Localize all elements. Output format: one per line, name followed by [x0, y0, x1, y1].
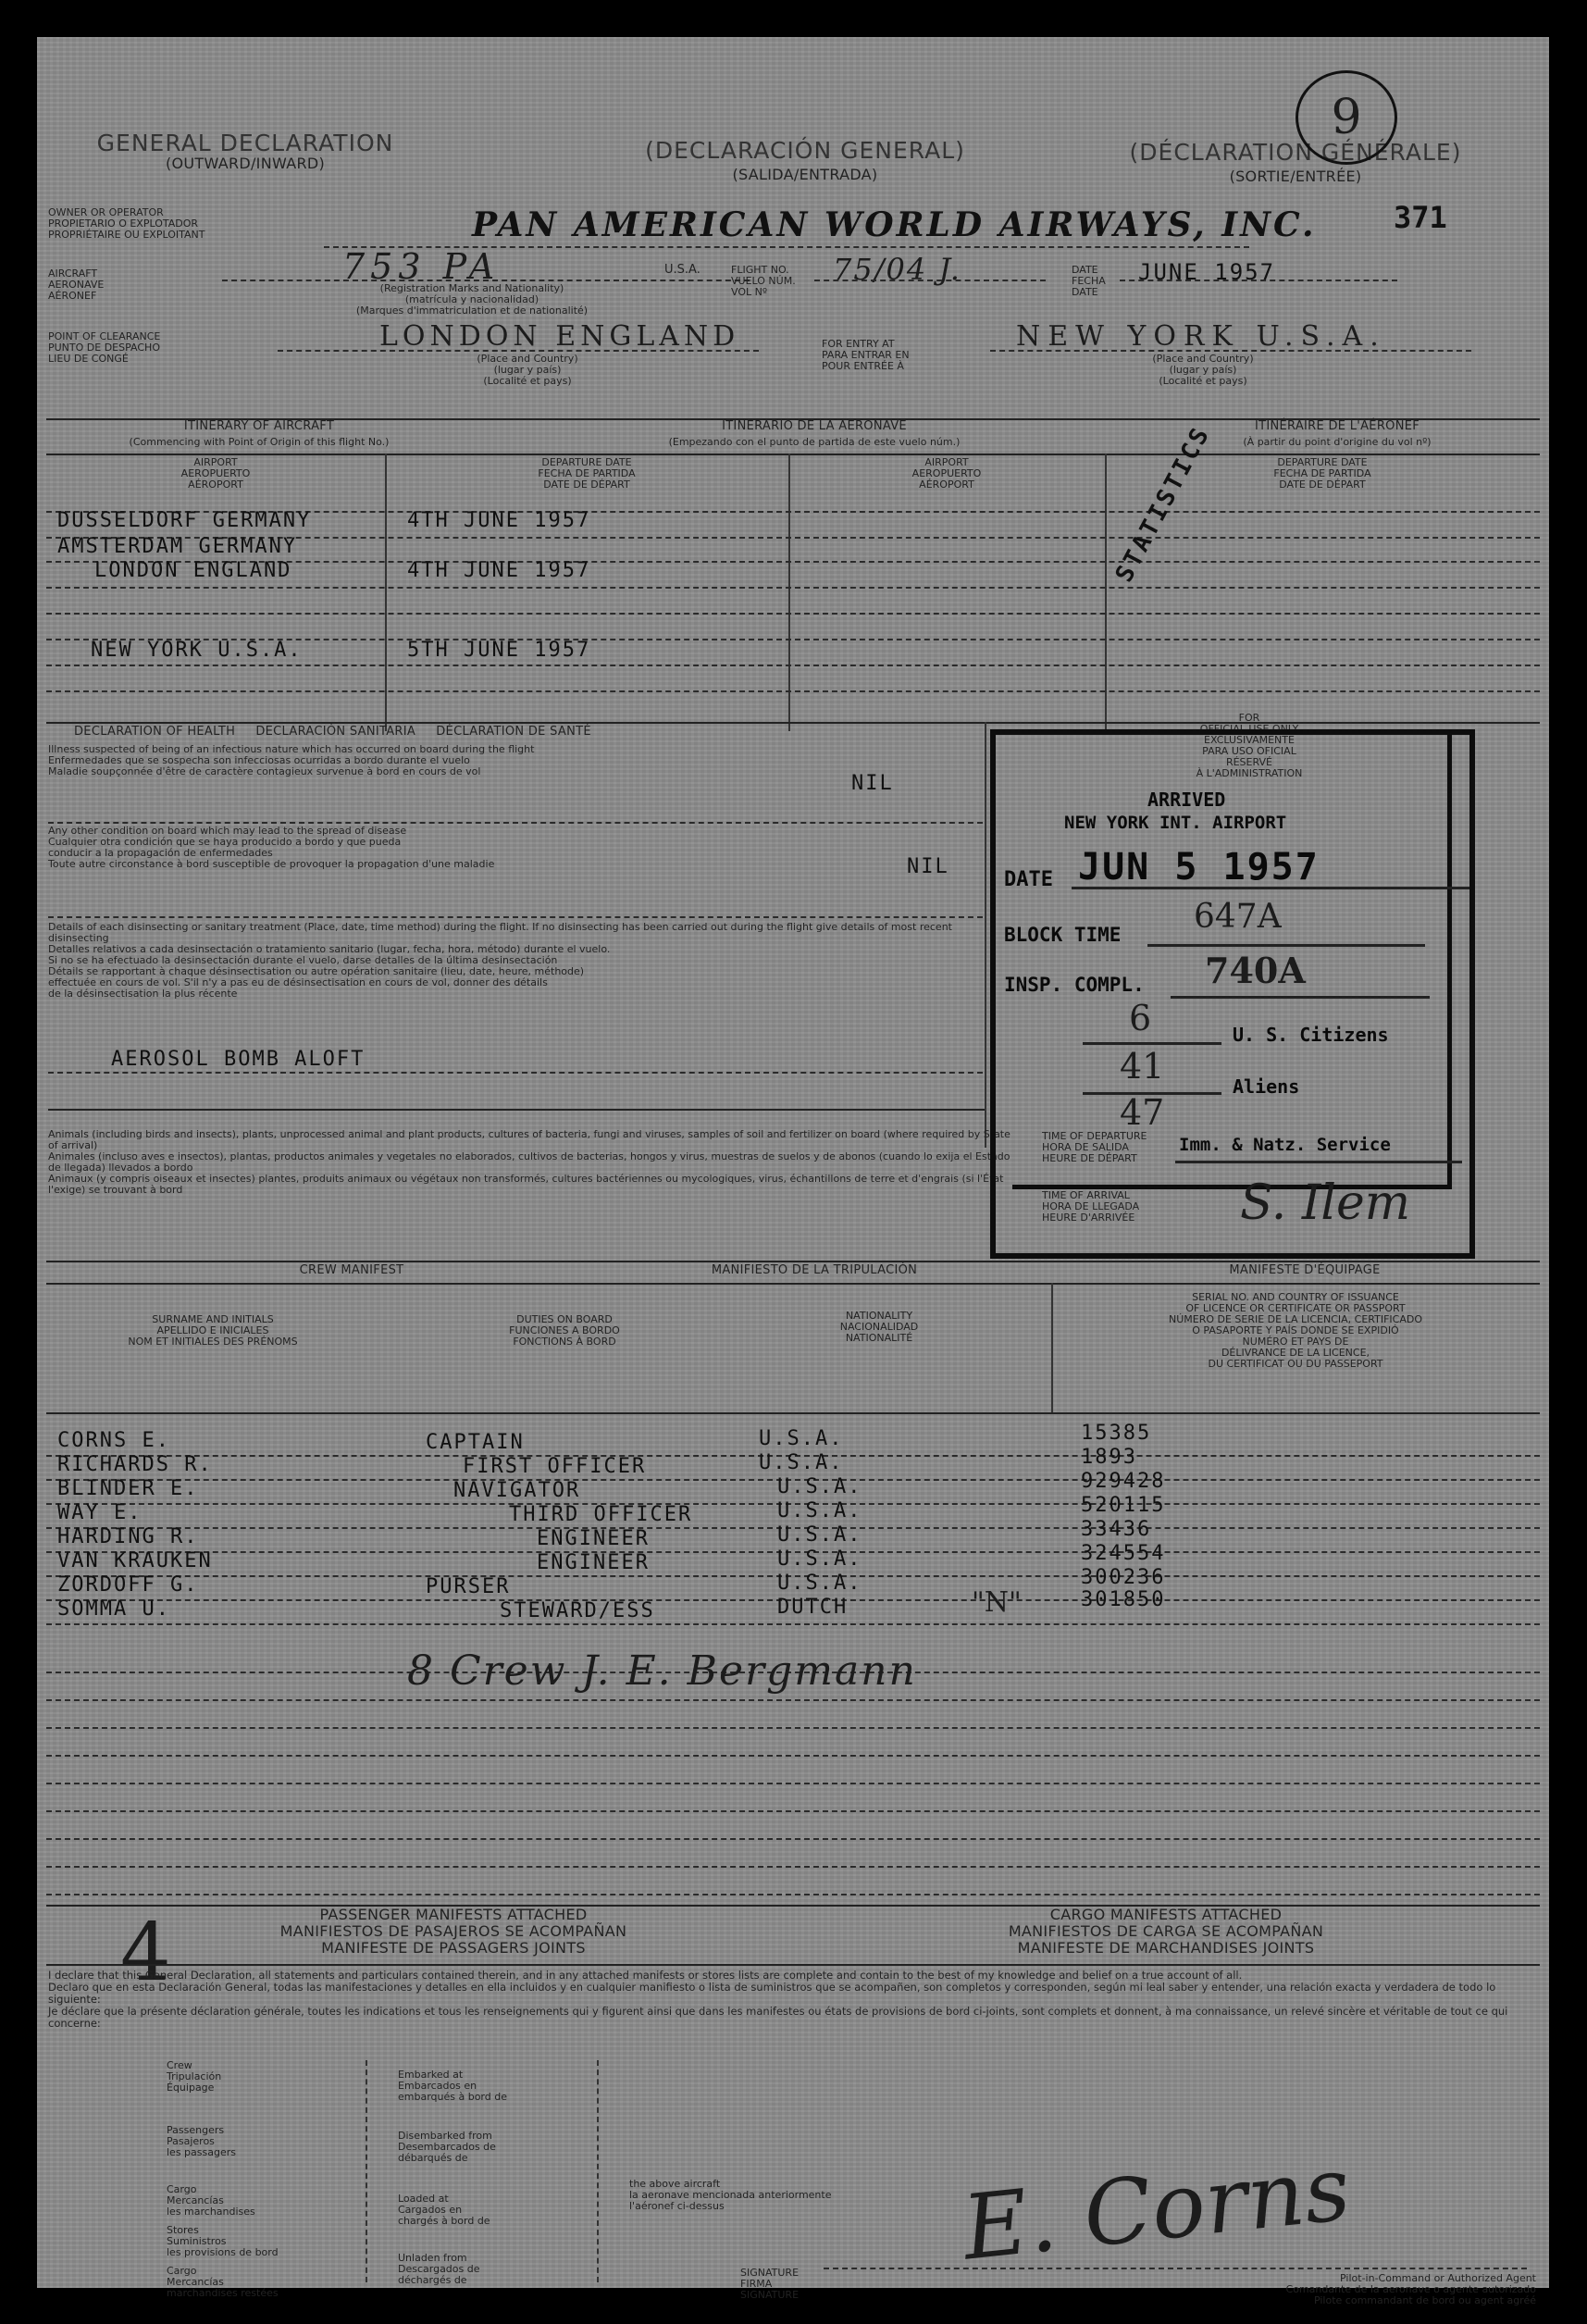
crew-duty: ENGINEER	[537, 1527, 650, 1550]
inspection-label: INSP. COMPL.	[1004, 974, 1145, 996]
declaration-text: I declare that this General Declaration, all statements and particulars contained therein, and in any attached manifests or stores lists are complete and contain to the best of my knowledge and belief on a true account of all. Declaro que en esta Declaración General, todas las manifestaciones y detalles en ella incluidos y en cualquier manifiesto o lista de suministros que se acompañen, son completos y corresponden, según mi leal saber y entender, una relación exacta y verdadera de todo lo siguiente: Je déclare que la présente déclaration générale, toutes les indications et tous les renseignements qui y figurent ainsi que dans les manifestes ou états de provisions de bord ci-joints, sont complets et donnent, à ma connaissance, un relevé sincère et véritable de tout ce qui concerne:	[48, 1969, 1508, 2030]
clearance-place-label: (Place and Country) (lugar y país) (Localité et pays)	[477, 353, 578, 387]
crew-name: ZORDOFF G.	[57, 1573, 199, 1597]
aliens-label: Aliens	[1233, 1075, 1300, 1098]
crew-name: RICHARDS R.	[57, 1453, 213, 1476]
itinerary-head-fr: ITINÉRAIRE DE L'AÉRONEF	[1254, 419, 1420, 433]
official-use-heading: FOR OFFICIAL USE ONLY EXCLUSIVAMENTE PARA USO OFICIAL RÉSERVÉ À L'ADMINISTRATION	[1196, 712, 1303, 779]
circled-page-marker	[1296, 70, 1397, 165]
aircraft-label: AIRCRAFT AERONAVE AÉRONEF	[48, 267, 105, 302]
crew-nationality: U.S.A.	[777, 1523, 862, 1547]
crew-handwritten-signature: 8 Crew J. E. Bergmann	[407, 1647, 917, 1695]
declaration-passengers: Passengers Pasajeros les passagers	[167, 2124, 236, 2158]
crew-name: HARDING R.	[57, 1525, 199, 1548]
health-answer-disinsecting: AEROSOL BOMB ALOFT	[111, 1048, 366, 1071]
aircraft-nationality: U.S.A.	[664, 263, 701, 277]
declaration-cargo-2: Cargo Mercancías marchandises restées	[167, 2265, 279, 2299]
crew-col-name: SURNAME AND INITIALS APELLIDO E INICIALES NOM ET INITIALES DES PRÉNOMS	[128, 1313, 298, 1348]
declaration-stores: Stores Suministros les provisions de bord	[167, 2224, 279, 2258]
crew-serial: 15385	[1081, 1422, 1152, 1445]
subtitle-french: (SORTIE/ENTRÉE)	[1229, 168, 1362, 185]
crew-nationality: DUTCH	[777, 1596, 849, 1619]
operator-name: PAN AMERICAN WORLD AIRWAYS, INC.	[472, 205, 1317, 244]
crew-serial: 33436	[1081, 1518, 1152, 1541]
stamp-date-label: DATE	[1004, 868, 1053, 891]
departure-time-label: TIME OF DEPARTURE HORA DE SALIDA HEURE DE DÉPART	[1042, 1130, 1147, 1164]
declaration-aircraft: the above aircraft la aeronave mencionada anteriormente l'aéronef ci-dessus	[629, 2178, 832, 2212]
health-question-disinsecting: Details of each disinsecting or sanitary treatment (Place, date, time method) during the flight. If no disinsecting has been carried out during the flight give details of most recent disinsecting Detalles relativos a cada desinsectación o tratamiento sanitario (lugar, fecha, hora, método) durante el vuelo. Si no se ha efectuado la desinsectación durante el vuelo, darse detalles de la última desinsectación Détails se rapportant à chaque désinsectisation ou autre opération sanitaire (lieu, date, heure, méthode) effectuée en cours de vol. S'il n'y a pas eu de désinsectisation en cours de vol, donner des détails de la désinsectisation la plus récente	[48, 921, 952, 1000]
inspection-value: 740A	[1205, 950, 1306, 991]
itinerary-airport-2: AMSTERDAM GERMANY	[57, 535, 298, 558]
citizens-label: U. S. Citizens	[1233, 1024, 1389, 1046]
officer-signature: S. Ilem	[1240, 1175, 1411, 1231]
crew-serial: 1893	[1081, 1446, 1137, 1469]
crew-col-nationality: NATIONALITY NACIONALIDAD NATIONALITÉ	[839, 1310, 919, 1344]
stamp-airport: NEW YORK INT. AIRPORT	[1064, 813, 1287, 833]
health-answer-illness: NIL	[851, 772, 894, 795]
registration-label: (Registration Marks and Nationality) (matrícula y nacionalidad) (Marques d'immatriculation et de nationalité)	[355, 282, 589, 317]
title-english: GENERAL DECLARATION	[96, 130, 394, 156]
declaration-cargo: Cargo Mercancías les marchandises	[167, 2183, 255, 2218]
crew-head-es: MANIFIESTO DE LA TRIPULACIÓN	[711, 1263, 918, 1277]
passenger-manifest-en: PASSENGER MANIFESTS ATTACHED	[319, 1906, 588, 1923]
itinerary-sub-fr: (À partir du point d'origine du vol nº)	[1243, 436, 1432, 448]
flight-date: JUNE 1957	[1138, 259, 1276, 285]
crew-nationality: U.S.A.	[777, 1547, 862, 1571]
crew-nationality: U.S.A.	[777, 1572, 862, 1595]
date-label: DATE FECHA DATE	[1072, 264, 1106, 298]
entry-place-label: (Place and Country) (lugar y país) (Localité et pays)	[1152, 353, 1254, 387]
health-question-animals: Animals (including birds and insects), plants, unprocessed animal and plant products, cultures of bacteria, fungi and viruses, samples of soil and fertilizer on board (where required by State of arrival) Animales (incluso aves e insectos), plantas, productos animales y vegetales no elaborados, cultivos de bacterias, hongos y virus, muestras de suelos y de abonos (cuando lo exija el Estado de llegada) llevados a bordo Animaux (y compris oiseaux et insectes) plantes, produits animaux ou végétaux non transformés, cultures bactériennes ou mycologiques, virus, échantillons de terre et d'engrais (si l'État l'exige) se trouvant à bord	[48, 1128, 1010, 1196]
block-time-label: BLOCK TIME	[1004, 924, 1122, 946]
col-airport-1: AIRPORT AEROPUERTO AÉROPORT	[180, 456, 251, 491]
subtitle-english: (OUTWARD/INWARD)	[165, 155, 326, 172]
declaration-embarked: Embarked at Embarcados en embarqués à bord de	[398, 2069, 507, 2103]
crew-head-en: CREW MANIFEST	[299, 1263, 404, 1277]
itinerary-sub-en: (Commencing with Point of Origin of this flight No.)	[129, 436, 390, 448]
flight-number-label: FLIGHT NO. VUELO NÚM. VOL Nº	[731, 264, 796, 298]
document-page	[37, 37, 1549, 2306]
passenger-manifest-es: MANIFIESTOS DE PASAJEROS SE ACOMPAÑAN	[279, 1922, 627, 1940]
flight-number: 75/04 J.	[833, 252, 961, 287]
service-label: Imm. & Natz. Service	[1179, 1135, 1391, 1155]
itinerary-date-5: 5TH JUNE 1957	[407, 639, 591, 662]
citizens-count: 6	[1129, 998, 1152, 1038]
crew-name: WAY E.	[57, 1501, 143, 1524]
crew-name: BLINDER E.	[57, 1477, 199, 1500]
itinerary-airport-1: DUSSELDORF GERMANY	[57, 509, 312, 532]
passenger-manifest-fr: MANIFESTE DE PASSAGERS JOINTS	[321, 1939, 586, 1957]
crew-nationality: U.S.A.	[777, 1499, 862, 1522]
aircraft-registration: 753 PA	[342, 246, 501, 287]
crew-nationality: U.S.A.	[759, 1427, 844, 1450]
crew-serial: 520115	[1081, 1494, 1166, 1517]
itinerary-airport-3: LONDON ENGLAND	[94, 559, 292, 582]
stamp-arrived: ARRIVED	[1147, 789, 1226, 811]
title-french: (DÉCLARATION GÉNÉRALE)	[1129, 139, 1462, 166]
crew-name: SOMMA U.	[57, 1597, 170, 1621]
itinerary-head-es: ITINERARIO DE LA AERONAVE	[722, 419, 907, 433]
title-spanish: (DECLARACIÓN GENERAL)	[645, 137, 965, 164]
crew-serial: 929428	[1081, 1470, 1166, 1493]
entry-label: FOR ENTRY AT PARA ENTRAR EN POUR ENTRÉE À	[822, 338, 910, 372]
crew-duty: CAPTAIN	[426, 1431, 525, 1454]
crew-duty: FIRST OFFICER	[463, 1455, 647, 1478]
entry-point: NEW YORK U.S.A.	[1016, 320, 1386, 353]
passenger-manifest-count: 4	[120, 1907, 171, 1999]
health-question-condition: Any other condition on board which may lead to the spread of disease Cualquier otra condición que se haya producido a bordo y que pueda conducir a la propagación de enfermedades Toute autre circonstance à bord susceptible de provoquer la propagation d'une maladie	[48, 825, 495, 870]
itinerary-date-3: 4TH JUNE 1957	[407, 559, 591, 582]
signature-label: SIGNATURE FIRMA SIGNATURE	[740, 2267, 800, 2301]
clearance-label: POINT OF CLEARANCE PUNTO DE DESPACHO LIEU DE CONGÉ	[48, 330, 161, 365]
itinerary-head-en: ITINERARY OF AIRCRAFT	[183, 419, 335, 433]
health-answer-condition: NIL	[907, 855, 949, 878]
crew-duty: THIRD OFFICER	[509, 1503, 693, 1526]
crew-nationality: U.S.A.	[759, 1451, 844, 1474]
crew-duty: PURSER	[426, 1575, 511, 1598]
col-airport-2: AIRPORT AEROPUERTO AÉROPORT	[911, 456, 982, 491]
col-departure-2: DEPARTURE DATE FECHA DE PARTIDA DATE DE DÉPART	[1273, 456, 1371, 491]
operator-label: OWNER OR OPERATOR PROPIETARIO O EXPLOTADOR PROPRIÉTAIRE OU EXPLOITANT	[48, 206, 205, 241]
block-time-value: 647A	[1194, 898, 1282, 936]
crew-head-fr: MANIFESTE D'ÉQUIPAGE	[1229, 1263, 1381, 1277]
cargo-manifest-fr: MANIFESTE DE MARCHANDISES JOINTS	[1017, 1939, 1315, 1957]
declaration-unladen: Unladen from Descargados de déchargés de	[398, 2252, 480, 2286]
stamp-date: JUN 5 1957	[1078, 846, 1320, 889]
col-departure-1: DEPARTURE DATE FECHA DE PARTIDA DATE DE DÉPART	[538, 456, 636, 491]
crew-nationality: U.S.A.	[777, 1475, 862, 1498]
statistics-stamp: STATISTICS	[1110, 421, 1217, 588]
crew-name: CORNS E.	[57, 1429, 170, 1452]
crew-note: "N"	[972, 1586, 1022, 1619]
health-question-illness: Illness suspected of being of an infectious nature which has occurred on board during the flight Enfermedades que se sospecha son infecciosas ocurridas a bordo durante el vuelo Maladie soupçonnée d'être de caractère contagieux survenue à bord en cours de vol	[48, 743, 535, 777]
circled-number: 9	[1331, 90, 1362, 145]
crew-duty: ENGINEER	[537, 1551, 650, 1574]
crew-serial: 324554	[1081, 1542, 1166, 1565]
health-heading: DECLARATION OF HEALTH DECLARACIÓN SANITARIA DÉCLARATION DE SANTÉ	[74, 725, 591, 739]
crew-col-duty: DUTIES ON BOARD FUNCIONES A BORDO FONCTIONS À BORD	[509, 1313, 620, 1348]
itinerary-sub-es: (Empezando con el punto de partida de este vuelo núm.)	[668, 436, 961, 448]
itinerary-date-1: 4TH JUNE 1957	[407, 509, 591, 532]
crew-duty: STEWARD/ESS	[500, 1599, 655, 1622]
page-number: 371	[1394, 200, 1447, 235]
crew-col-serial: SERIAL NO. AND COUNTRY OF ISSUANCE OF LICENCE OR CERTIFICATE OR PASSPORT NÚMERO DE SERIE DE LA LICENCIA, CERTIFICADO O PASAPORTE Y PAÍS DONDE SE EXPIDIÓ NUMÉRO ET PAYS DE DÉLIVRANCE DE LA LICENCE, DU CERTIFICAT OU DU PASSEPORT	[1168, 1291, 1423, 1370]
clearance-point: LONDON ENGLAND	[379, 320, 740, 353]
pilot-in-command-label: Pilot-in-Command or Authorized Agent Comandante de la aeronave o agente autorizado Pilote commandant de bord ou agent agréé	[1285, 2272, 1536, 2306]
declaration-loaded: Loaded at Cargados en chargés à bord de	[398, 2193, 490, 2227]
total-count: 47	[1120, 1092, 1165, 1133]
pilot-signature: E. Corns	[958, 2136, 1356, 2281]
declaration-disembarked: Disembarked from Desembarcados de débarqués de	[398, 2130, 496, 2164]
crew-serial: 301850	[1081, 1588, 1166, 1611]
cargo-manifest-en: CARGO MANIFESTS ATTACHED	[1049, 1906, 1283, 1923]
cargo-manifest-es: MANIFIESTOS DE CARGA SE ACOMPAÑAN	[1008, 1922, 1324, 1940]
crew-name: VAN KRAUKEN	[57, 1549, 213, 1572]
arrival-time-label: TIME OF ARRIVAL HORA DE LLEGADA HEURE D'ARRIVÉE	[1042, 1189, 1140, 1224]
subtitle-spanish: (SALIDA/ENTRADA)	[732, 166, 878, 183]
crew-duty: NAVIGATOR	[453, 1479, 581, 1502]
itinerary-airport-5: NEW YORK U.S.A.	[91, 639, 303, 662]
declaration-crew: Crew Tripulación Équipage	[167, 2059, 222, 2094]
crew-serial: 300236	[1081, 1566, 1166, 1589]
aliens-count: 41	[1120, 1046, 1165, 1087]
